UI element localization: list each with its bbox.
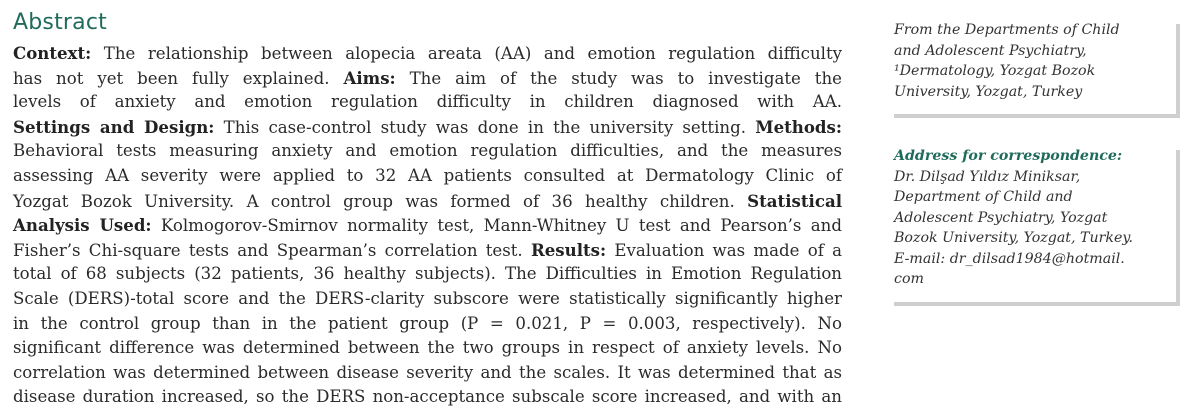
section-label: Analysis Used: <box>13 215 152 236</box>
abstract-text: Fisher’s Chi-square tests and Spearman’s correlation test. <box>13 240 531 260</box>
affiliation-line: and Adolescent Psychiatry, <box>894 42 1087 59</box>
abstract-line <box>13 66 842 91</box>
abstract-text: disease duration increased, so the DERS non-acceptance subscale score increased, and with an <box>13 387 842 407</box>
correspondence-line: com <box>894 271 924 287</box>
abstract-text: The aim of the study was to investigate the <box>395 68 842 88</box>
abstract-text: Behavioral tests measuring anxiety and emotion regulation difficulties, and the measures <box>13 141 842 161</box>
abstract-text: assessing AA severity were applied to 32 AA patients consulted at Dermatology Clinic of <box>13 165 842 185</box>
abstract-line <box>13 385 842 410</box>
abstract-line <box>13 213 842 238</box>
section-label: Context: <box>13 43 92 63</box>
abstract-heading: Abstract <box>13 10 107 35</box>
abstract-text: Evaluation was made of a <box>606 240 842 260</box>
abstract-text: Yozgat Bozok University. A control group was formed of 36 healthy children. <box>13 191 748 211</box>
abstract-line <box>13 90 842 115</box>
abstract-text: has not yet been fully explained. <box>13 68 344 88</box>
correspondence-title: Address for correspondence: <box>894 148 1123 164</box>
affiliation-box <box>890 20 1176 114</box>
abstract-line <box>13 41 842 66</box>
abstract-line <box>13 238 842 263</box>
abstract-text: total of 68 subjects (32 patients, 36 healthy subjects). The Difficulties in Emotion Regulation <box>13 264 842 284</box>
abstract-line <box>13 115 842 140</box>
abstract-text: The relationship between alopecia areata (AA) and emotion regulation difficulty <box>91 44 842 63</box>
affiliation-line: University, Yozgat, Turkey <box>894 83 1083 100</box>
section-label: Aims: <box>343 67 396 88</box>
abstract-text: Kolmogorov-Smirnov normality test, Mann-Whitney U test and Pearson’s and <box>151 216 842 236</box>
section-label: Statistical <box>747 190 842 211</box>
abstract-line <box>13 139 842 164</box>
abstract-line <box>13 164 842 189</box>
abstract-line <box>13 312 842 337</box>
correspondence-line: E-mail: dr_dilsad1984@hotmail. <box>894 250 1125 267</box>
affiliation-line: From the Departments of Child <box>894 22 1120 38</box>
section-label: Settings and Design: <box>13 116 215 137</box>
abstract-line <box>13 336 842 361</box>
abstract-body <box>13 41 842 410</box>
section-label: Results: <box>530 239 607 260</box>
abstract-text: correlation was determined between disease severity and the scales. It was determined that as <box>13 362 842 382</box>
correspondence-line: Bozok University, Yozgat, Turkey. <box>894 230 1134 246</box>
abstract-text: levels of anxiety and emotion regulation difficulty in children diagnosed with AA. <box>13 92 842 112</box>
abstract-text: Scale (DERS)-total score and the DERS-clarity subscore were statistically significantly higher <box>13 288 842 308</box>
abstract-line <box>13 262 842 287</box>
abstract-line <box>13 361 842 386</box>
correspondence-line: Department of Child and <box>894 189 1073 205</box>
abstract-text: significant difference was determined between the two groups in respect of anxiety levels. No <box>13 338 842 358</box>
section-label: Methods: <box>755 116 842 137</box>
correspondence-line: Dr. Dilşad Yıldız Miniksar, <box>894 168 1081 185</box>
correspondence-box <box>890 146 1176 302</box>
affiliation-line: ¹Dermatology, Yozgat Bozok <box>894 63 1096 79</box>
abstract-text: in the control group than in the patient group (P = 0.021, P = 0.003, respectively). No <box>13 313 842 333</box>
abstract-line <box>13 287 842 312</box>
abstract-line <box>13 189 842 214</box>
abstract-text: This case-control study was done in the university setting. <box>214 117 756 137</box>
correspondence-line: Adolescent Psychiatry, Yozgat <box>894 209 1108 226</box>
